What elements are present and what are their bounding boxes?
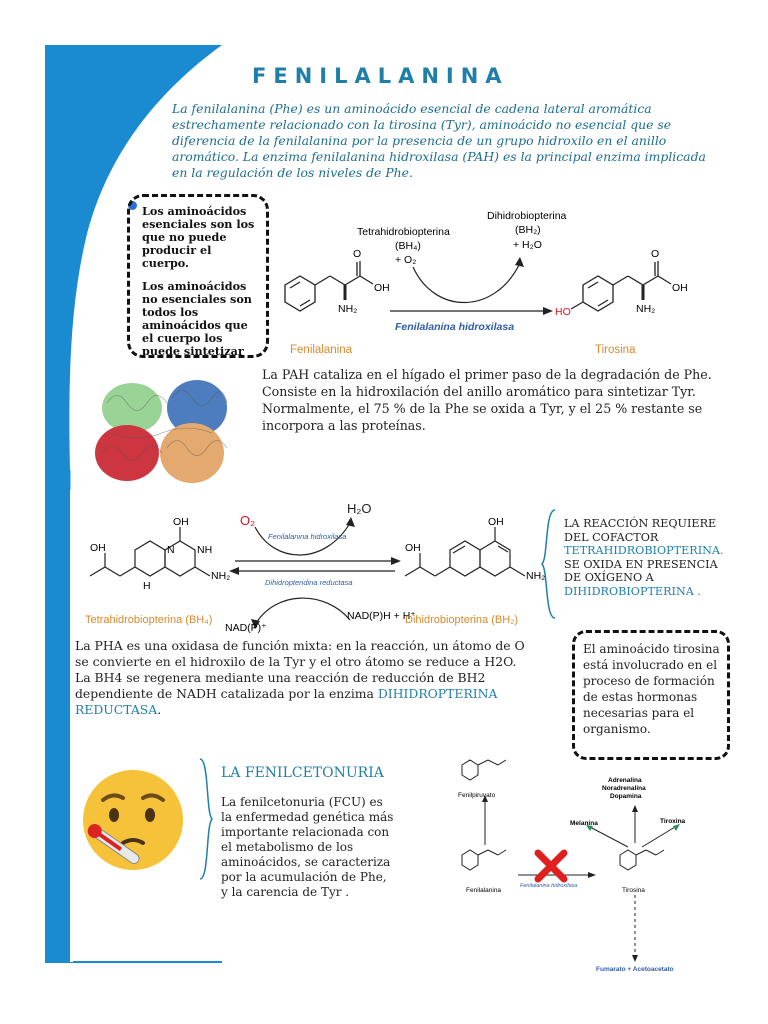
bracket-fcu — [195, 757, 215, 882]
phenylalanine-structure — [285, 261, 373, 311]
intro-paragraph: La fenilalanina (Phe) es un aminoácido esencial de cadena lateral aromática estrechamente relacionado con la tirosina (Tyr), aminoácido no esencial que se diferencia de la fenilalanina por la presencia de un grupo hidroxilo en el anillo aromático. La enzima fenilalanina hidroxilasa (PAH) es la principal enzima implicada en la regulación de los niveles de Phe. — [172, 101, 706, 180]
end-products-label: Fumarato + Acetoacetato — [596, 966, 674, 973]
bh4-structure — [90, 527, 213, 576]
pathway-enzyme: Fenilalanina hidroxilasa — [520, 883, 578, 889]
bracket-right — [540, 508, 560, 620]
sick-face-icon — [78, 765, 188, 875]
pha-text: La PHA es una oxidasa de función mixta: en la reacción, un átomo de O se convierte en el hidroxilo de la Tyr y el otro átomo se reduce a H2O. La BH4 se regenera mediante una reacción de reducción de BH2 dependiente de NADH catalizada por la enzima — [75, 638, 525, 701]
pah-paragraph: La PAH cataliza en el hígado el primer paso de la degradación de Phe. Consiste en la hidroxilación del anillo aromático para sintetizar Tyr. Normalmente, el 75 % de la Phe se oxida a Tyr, y el 25 % restante se incorpora a las proteínas. — [262, 367, 712, 433]
phe-label: Fenilalanina — [290, 344, 353, 355]
side-note-line1: LA REACCIÓN REQUIERE DEL COFACTOR — [564, 517, 717, 544]
cofactor-note — [564, 517, 724, 598]
side-note-line2: SE OXIDA EN PRESENCIA DE OXÍGENO A — [564, 557, 718, 584]
enzyme-top: Fenilalanina hidroxilasa — [268, 532, 347, 541]
bh2-oh-top: OH — [488, 516, 504, 528]
pha-end: . — [157, 702, 162, 717]
curved-arrow — [413, 263, 520, 303]
side-note-hl2: DIHIDROBIOPTERINA . — [564, 584, 701, 598]
fenilalanina-label: Fenilalanina — [466, 887, 502, 894]
tiroxina-label: Tiroxina — [660, 818, 686, 825]
cofactor-in: Tetrahidrobiopterina — [357, 226, 450, 238]
tyrosine-structure — [571, 261, 671, 311]
note-amino-acids — [127, 194, 269, 358]
cofactor-out-sub: (BH₂) — [515, 224, 541, 236]
page-title: FENILALANINA — [252, 64, 509, 88]
tyr-oh: OH — [672, 282, 688, 294]
hormones-label: Adrenalina Noradrenalina Dopamina — [602, 777, 646, 800]
tyr-ho: HO — [555, 306, 571, 318]
nadph: NAD(P)H + H⁺ — [347, 610, 416, 622]
bh2-oh-left: OH — [405, 542, 421, 554]
melanina-label: Melanina — [570, 820, 598, 827]
h2o-product: H₂O — [347, 501, 372, 516]
pha-enzyme: DIHIDROPTERINA REDUCTASA — [75, 686, 498, 717]
enzyme-label: Fenilalanina hidroxilasa — [395, 321, 515, 333]
protein-structure-image — [92, 373, 242, 488]
fenilpiruvato-label: Fenilpiruvato — [458, 792, 496, 799]
o2-label: + O₂ — [395, 254, 417, 266]
enzyme-bottom: Dihidropteridina reductasa — [265, 578, 353, 587]
bh4-n1: N — [167, 544, 175, 556]
note-essential: Los aminoácidos esenciales son los que no puede producir el cuerpo. — [142, 204, 255, 270]
cofactor-in-sub: (BH₄) — [395, 240, 421, 252]
note-tyrosine: El aminoácido tirosina está involucrado en el proceso de formación de estas hormonas necesarias para el organismo. — [572, 630, 730, 760]
reaction-bh4-bh2 — [75, 495, 545, 635]
bh2-nh2: NH₂ — [526, 570, 545, 582]
fcu-title: LA FENILCETONURIA — [221, 765, 384, 781]
h2o-label: + H₂O — [513, 239, 542, 251]
pku-pathway-diagram — [450, 755, 720, 975]
pha-paragraph — [75, 638, 533, 718]
tyr-label: Tirosina — [595, 344, 636, 355]
tyr-o: O — [651, 248, 660, 260]
bh4-oh-top: OH — [173, 516, 189, 528]
bh2-label: Dihidrobiopterina (BH₂) — [405, 614, 519, 626]
reaction-phe-tyr — [265, 205, 735, 355]
nadp: NAD(P)⁺ — [225, 622, 267, 634]
bar-divider — [45, 490, 75, 970]
fcu-paragraph: La fenilcetonuria (FCU) es la enfermedad genética más importante relacionada con el metabolismo de los aminoácidos, se caracteriza por la acumulación de Phe, y la carencia de Tyr . — [221, 795, 394, 899]
tyr-nh2: NH₂ — [636, 303, 656, 315]
cofactor-out: Dihidrobiopterina — [487, 210, 567, 222]
note-nonessential: Los aminoácidos no esenciales son todos los aminoácidos que el cuerpo los puede sintetizar — [142, 279, 252, 358]
tirosina-label: Tirosina — [622, 887, 645, 894]
phe-o: O — [353, 248, 362, 260]
bh4-nh2: NH₂ — [211, 570, 231, 582]
o2-red: O₂ — [240, 513, 256, 528]
bh4-h: H — [143, 580, 151, 592]
bh4-nh: NH — [197, 544, 213, 556]
phe-nh2: NH₂ — [338, 303, 358, 315]
bh2-structure — [405, 527, 525, 576]
side-note-hl1: TETRAHIDROBIOPTERINA. — [564, 544, 724, 557]
bh4-label: Tetrahidrobiopterina (BH₄) — [85, 614, 213, 626]
bh4-oh-left: OH — [90, 542, 106, 554]
phe-oh: OH — [374, 282, 390, 294]
